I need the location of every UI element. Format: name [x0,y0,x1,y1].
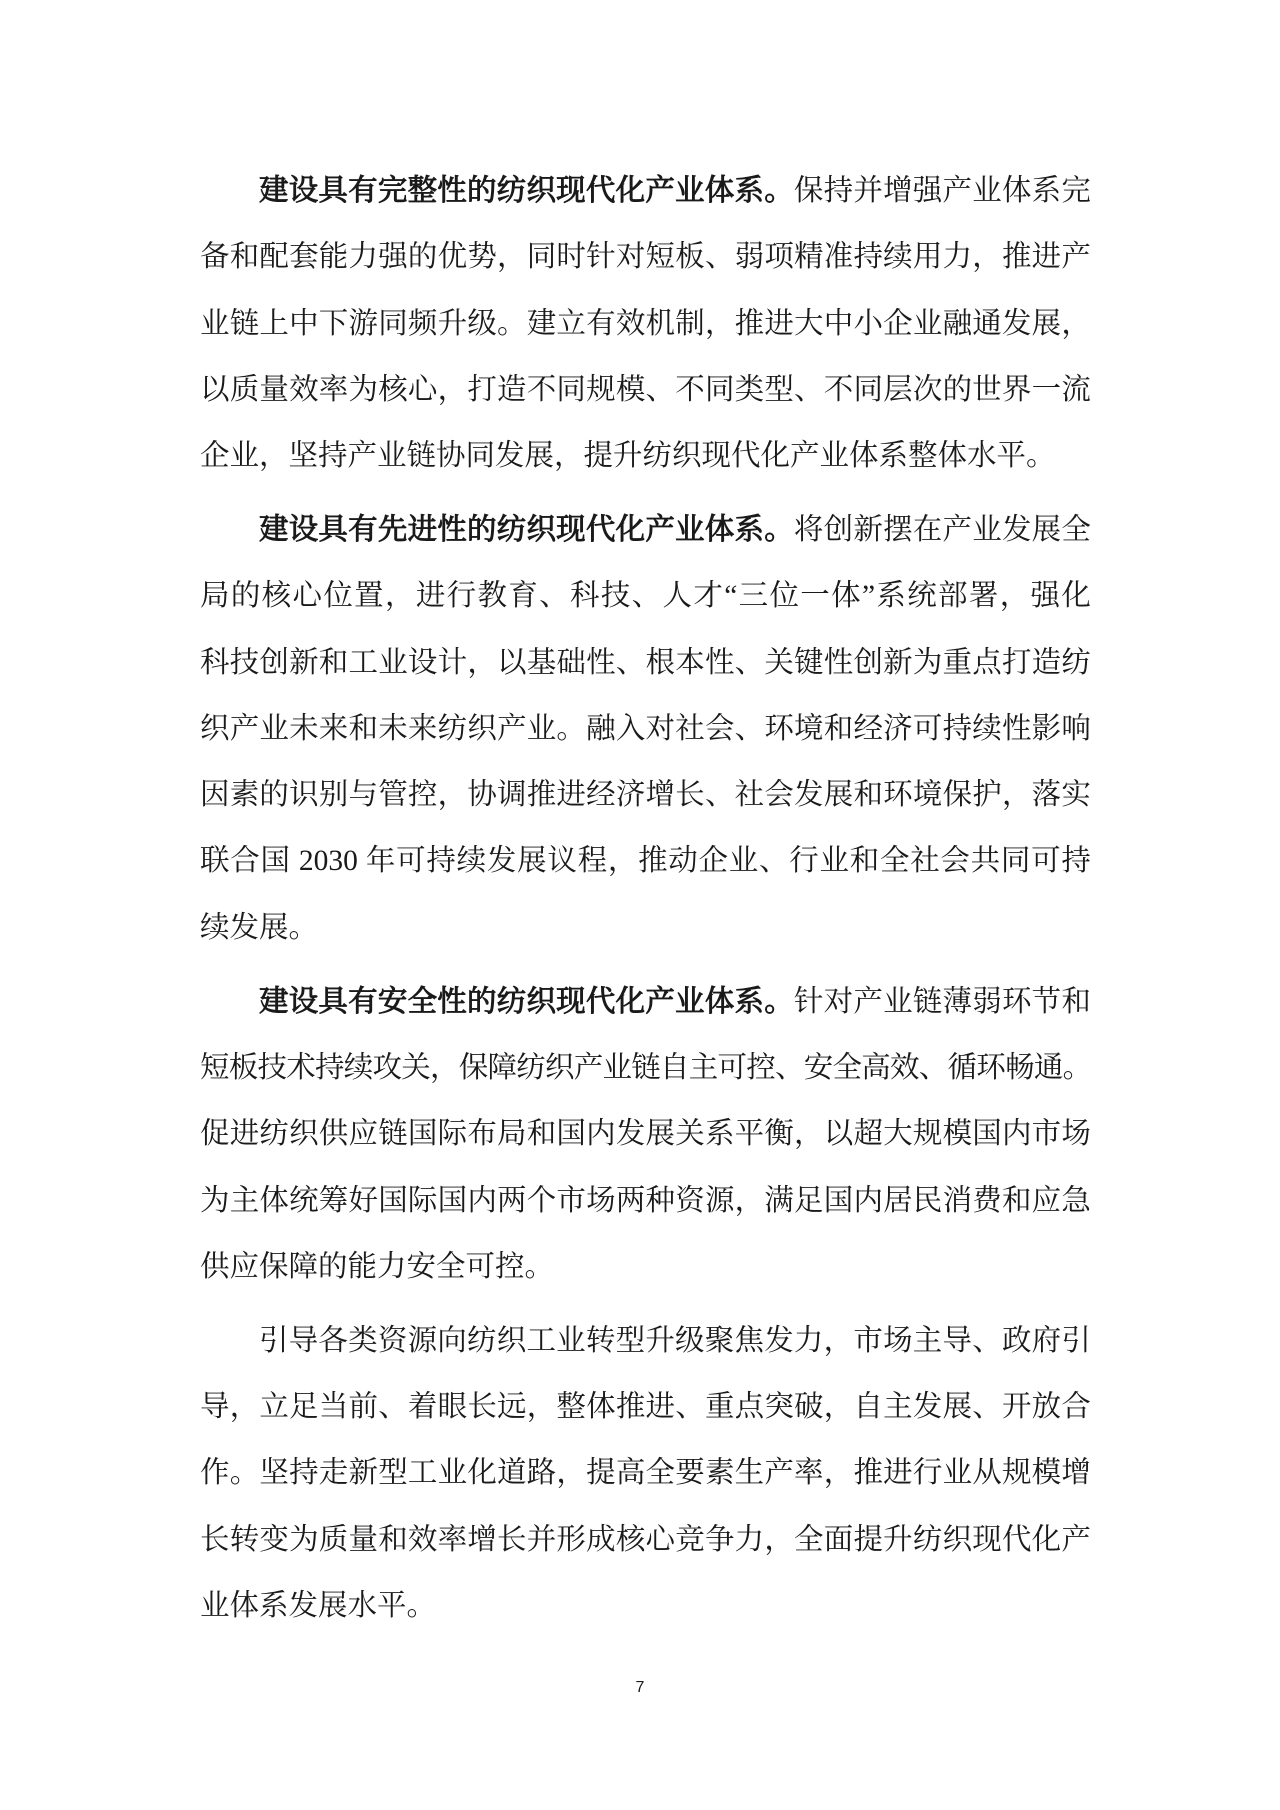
paragraph-line: 以质量效率为核心，打造不同规模、不同类型、不同层次的世界一流 [200,373,1091,406]
paragraph-line: 备和配套能力强的优势，同时针对短板、弱项精准持续用力，推进产 [200,241,1091,274]
paragraph-line [200,497,1091,563]
paragraph-line-text: 保持并增强产业体系完 [793,175,1091,207]
paragraph-line: 局的核心位置，进行教育、科技、人才“三位一体”系统部署，强化 [200,580,1091,613]
paragraph-line-text: 将创新摆在产业发展全 [793,514,1091,547]
paragraph-line: 科技创新和工业设计，以基础性、根本性、关键性创新为重点打造纺 [200,646,1091,679]
paragraph-line [200,969,1091,1035]
paragraph-line: 业链上中下游同频升级。建立有效机制，推进大中小企业融通发展， [200,307,1091,340]
paragraph-lead: 建设具有先进性的纺织现代化产业体系。 [259,514,794,547]
paragraph-lead: 建设具有安全性的纺织现代化产业体系。 [259,985,794,1018]
paragraph-line: 企业，坚持产业链协同发展，提升纺织现代化产业体系整体水平。 [200,440,1056,472]
paragraph-line: 因素的识别与管控，协调推进经济增长、社会发展和环境保护，落实 [200,779,1091,812]
paragraph-line: 续发展。 [200,911,319,944]
paragraph-line: 织产业未来和未来纺织产业。融入对社会、环境和经济可持续性影响 [200,712,1091,745]
body-text [200,158,1091,1647]
paragraph-line [200,158,1091,224]
paragraph-line: 长转变为质量和效率增长并形成核心竞争力，全面提升纺织现代化产 [200,1523,1091,1556]
paragraph-line: 业体系发展水平。 [200,1589,437,1622]
paragraph-lead: 建设具有完整性的纺织现代化产业体系。 [259,175,794,207]
paragraph-line: 联合国 2030 年可持续发展议程，推动企业、行业和全社会共同可持 [200,845,1091,878]
paragraph-line: 引导各类资源向纺织工业转型升级聚焦发力，市场主导、政府引 [259,1324,1091,1357]
page-number: 7 [635,1679,645,1696]
paragraph-line: 导，立足当前、着眼长远，整体推进、重点突破，自主发展、开放合 [200,1391,1091,1424]
paragraph-line: 促进纺织供应链国际布局和国内发展关系平衡，以超大规模国内市场 [200,1118,1091,1151]
paragraph-completeness [200,158,1091,489]
paragraph-line: 短板技术持续攻关，保障纺织产业链自主可控、安全高效、循环畅通。 [200,1052,1091,1085]
paragraph-line: 为主体统筹好国际国内两个市场两种资源，满足国内居民消费和应急 [200,1184,1091,1217]
paragraph-line: 供应保障的能力安全可控。 [200,1250,555,1283]
paragraph-line-text: 针对产业链薄弱环节和 [793,985,1091,1018]
paragraph-security [200,969,1091,1300]
paragraph-guidance [200,1308,1091,1639]
paragraph-advancement [200,497,1091,961]
paragraph-line: 作。坚持走新型工业化道路，提高全要素生产率，推进行业从规模增 [200,1457,1091,1490]
